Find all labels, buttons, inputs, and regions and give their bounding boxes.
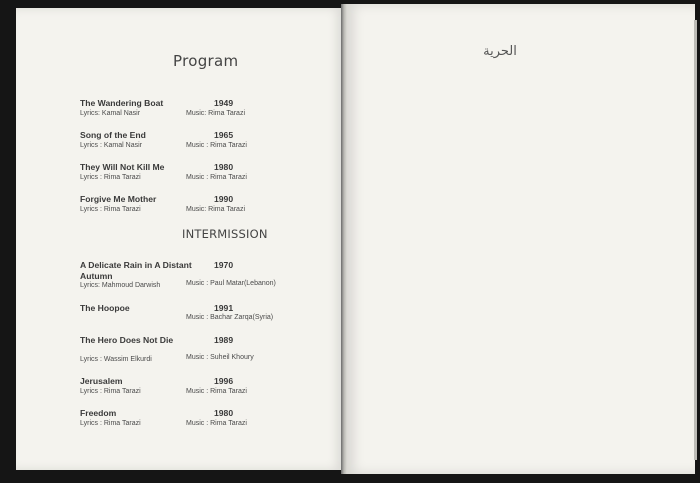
song-title: The Hero Does Not Die: [80, 335, 174, 345]
song-year: 1989: [214, 335, 234, 345]
song-title: Freedom: [80, 408, 117, 418]
book-fold: [341, 4, 347, 474]
song-composer: Music : Rima Tarazi: [186, 420, 247, 427]
song-composer: Music: Rima Tarazi: [186, 110, 245, 117]
program-entry: [80, 408, 330, 448]
song-title: Jerusalem: [80, 376, 123, 386]
song-year: 1970: [214, 260, 234, 270]
song-composer: Music : Bachar Zarqa(Syria): [186, 314, 274, 321]
program-entry: [80, 194, 330, 234]
right-page: [345, 4, 695, 474]
song-year: 1996: [214, 376, 234, 386]
song-year: 1991: [214, 303, 234, 313]
song-year: 1949: [214, 98, 234, 108]
song-composer: Music: Rima Tarazi: [186, 206, 245, 213]
page-edge: [694, 20, 697, 460]
song-lyricist: Lyrics: Mahmoud Darwish: [80, 282, 161, 289]
song-lyricist: Lyrics : Rima Tarazi: [80, 206, 141, 213]
song-lyricist: Lyrics : Rima Tarazi: [80, 174, 141, 181]
song-title: Song of the End: [80, 130, 146, 140]
song-title: They Will Not Kill Me: [80, 162, 165, 172]
song-lyricist: Lyrics : Rima Tarazi: [80, 388, 141, 395]
song-title: Forgive Me Mother: [80, 194, 157, 204]
song-composer: Music : Suheil Khoury: [186, 354, 254, 361]
song-lyricist: Lyrics : Rima Tarazi: [80, 420, 141, 427]
song-lyricist: Lyrics: Kamal Nasir: [80, 110, 141, 117]
song-year: 1990: [214, 194, 234, 204]
song-lyricist: Lyrics : Kamal Nasir: [80, 142, 142, 149]
song-composer: Music : Rima Tarazi: [186, 388, 247, 395]
song-composer: Music : Paul Matar(Lebanon): [186, 280, 276, 287]
arabic-song-title: الحرية: [483, 44, 517, 59]
program-entry: [80, 335, 330, 375]
program-entry: [80, 260, 330, 300]
song-composer: Music : Rima Tarazi: [186, 142, 247, 149]
song-title: A Delicate Rain in A Distant Autumn: [80, 260, 192, 281]
song-composer: Music : Rima Tarazi: [186, 174, 247, 181]
song-year: 1980: [214, 162, 234, 172]
song-year: 1980: [214, 408, 234, 418]
program-heading: Program: [173, 52, 239, 70]
song-lyricist: Lyrics : Wassim Elkurdi: [80, 356, 152, 363]
song-title: The Wandering Boat: [80, 98, 164, 108]
song-year: 1965: [214, 130, 234, 140]
intermission-heading: INTERMISSION: [182, 227, 268, 241]
song-title: The Hoopoe: [80, 303, 130, 313]
